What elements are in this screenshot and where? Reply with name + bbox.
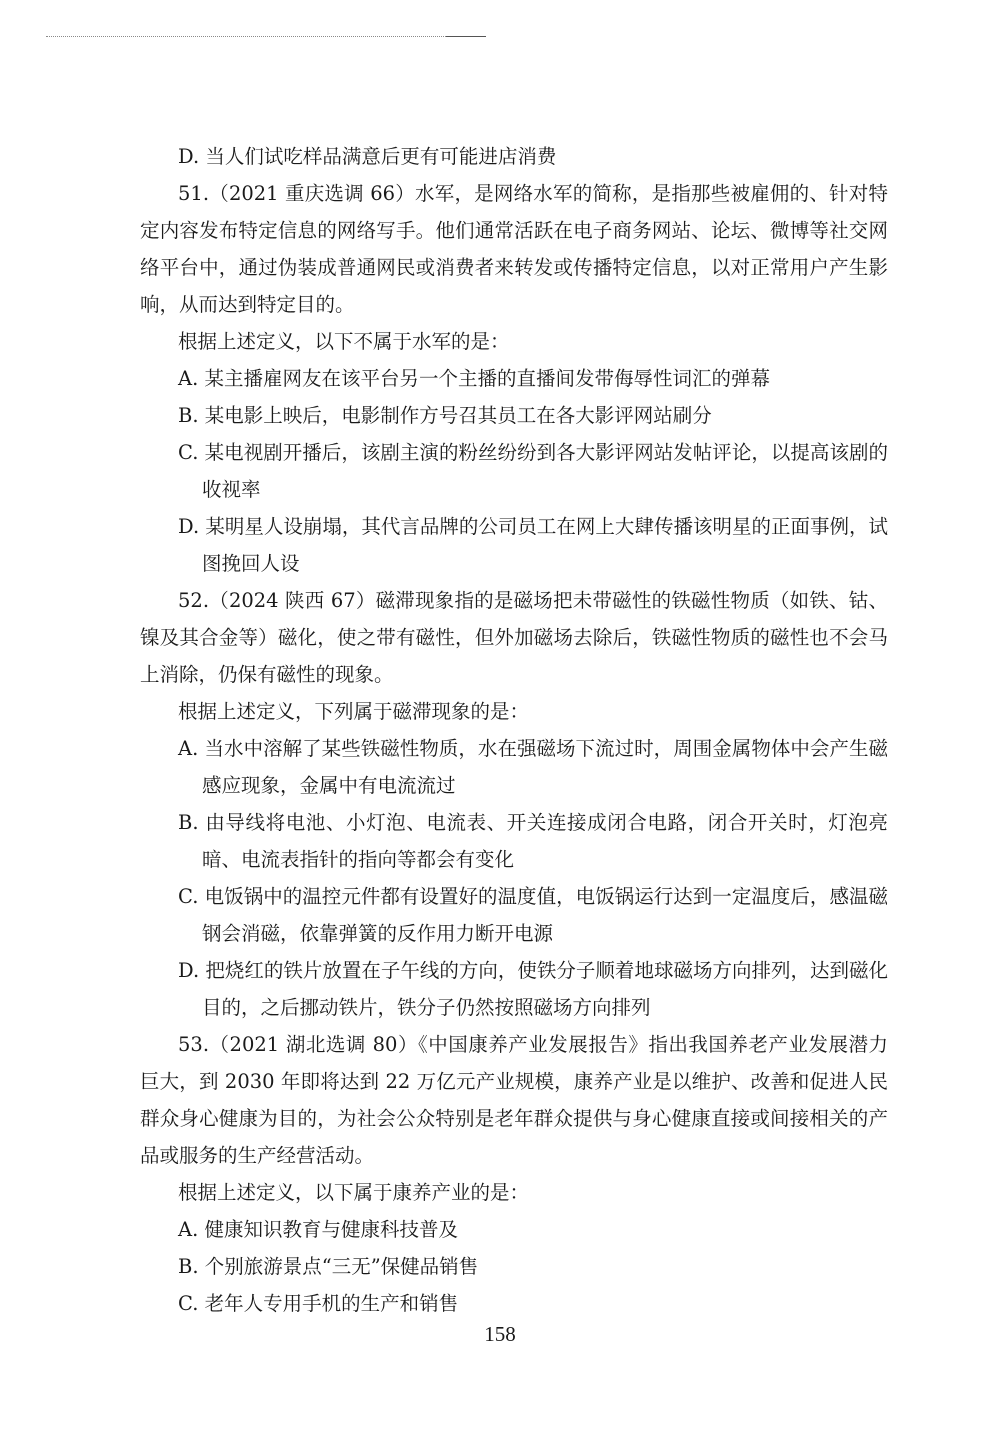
q53-stem: 53.（2021 湖北选调 80）《中国康养产业发展报告》指出我国养老产业发展潜力巨大，到 2030 年即将达到 22 万亿元产业规模，康养产业是以维护、改善和促进人民群众身心健康为目的，为社会公众特别是老年群众提供与身心健康直接或间接相关的产品或服务的生产经营活动。 <box>140 1033 888 1167</box>
q51-option-a: A. 某主播雇网友在该平台另一个主播的直播间发带侮辱性词汇的弹幕 <box>178 367 770 390</box>
page-number: 158 <box>484 1322 516 1346</box>
q51-stem: 51.（2021 重庆选调 66）水军，是网络水军的简称，是指那些被雇佣的、针对特定内容发布特定信息的网络写手。他们通常活跃在电子商务网站、论坛、微博等社交网络平台中，通过伪装成普通网民或消费者来转发或传播特定信息，以对正常用户产生影响，从而达到特定目的。 <box>140 182 888 316</box>
q53-question: 根据上述定义，以下属于康养产业的是： <box>178 1181 530 1204</box>
prev-question-option-d: D. 当人们试吃样品满意后更有可能进店消费 <box>178 145 557 168</box>
q52-question: 根据上述定义，下列属于磁滞现象的是： <box>178 700 530 723</box>
q52-option-d: D. 把烧红的铁片放置在子午线的方向，使铁分子顺着地球磁场方向排列，达到磁化目的，之后挪动铁片，铁分子仍然按照磁场方向排列 <box>178 959 888 1019</box>
q52-option-c: C. 电饭锅中的温控元件都有设置好的温度值，电饭锅运行达到一定温度后，感温磁钢会消磁，依靠弹簧的反作用力断开电源 <box>178 885 888 945</box>
header-rule-solid <box>446 36 486 37</box>
q51-option-c: C. 某电视剧开播后，该剧主演的粉丝纷纷到各大影评网站发帖评论，以提高该剧的收视率 <box>178 441 888 501</box>
q51-question: 根据上述定义，以下不属于水军的是： <box>178 330 510 353</box>
q51-option-d: D. 某明星人设崩塌，其代言品牌的公司员工在网上大肆传播该明星的正面事例，试图挽回人设 <box>178 515 888 575</box>
page-content <box>140 138 888 1322</box>
q51-option-b: B. 某电影上映后，电影制作方号召其员工在各大影评网站刷分 <box>178 404 712 427</box>
q52-stem: 52.（2024 陕西 67）磁滞现象指的是磁场把未带磁性的铁磁性物质（如铁、钴、镍及其合金等）磁化，使之带有磁性，但外加磁场去除后，铁磁性物质的磁性也不会马上消除，仍保有磁性的现象。 <box>140 589 888 686</box>
q53-option-c: C. 老年人专用手机的生产和销售 <box>178 1292 459 1315</box>
q52-option-a: A. 当水中溶解了某些铁磁性物质，水在强磁场下流过时，周围金属物体中会产生磁感应现象，金属中有电流流过 <box>178 737 888 797</box>
header-rule <box>46 36 486 37</box>
q53-option-b: B. 个别旅游景点“三无”保健品销售 <box>178 1255 479 1278</box>
q53-option-a: A. 健康知识教育与健康科技普及 <box>178 1218 458 1241</box>
q52-option-b: B. 由导线将电池、小灯泡、电流表、开关连接成闭合电路，闭合开关时，灯泡亮暗、电流表指针的指向等都会有变化 <box>178 811 888 871</box>
